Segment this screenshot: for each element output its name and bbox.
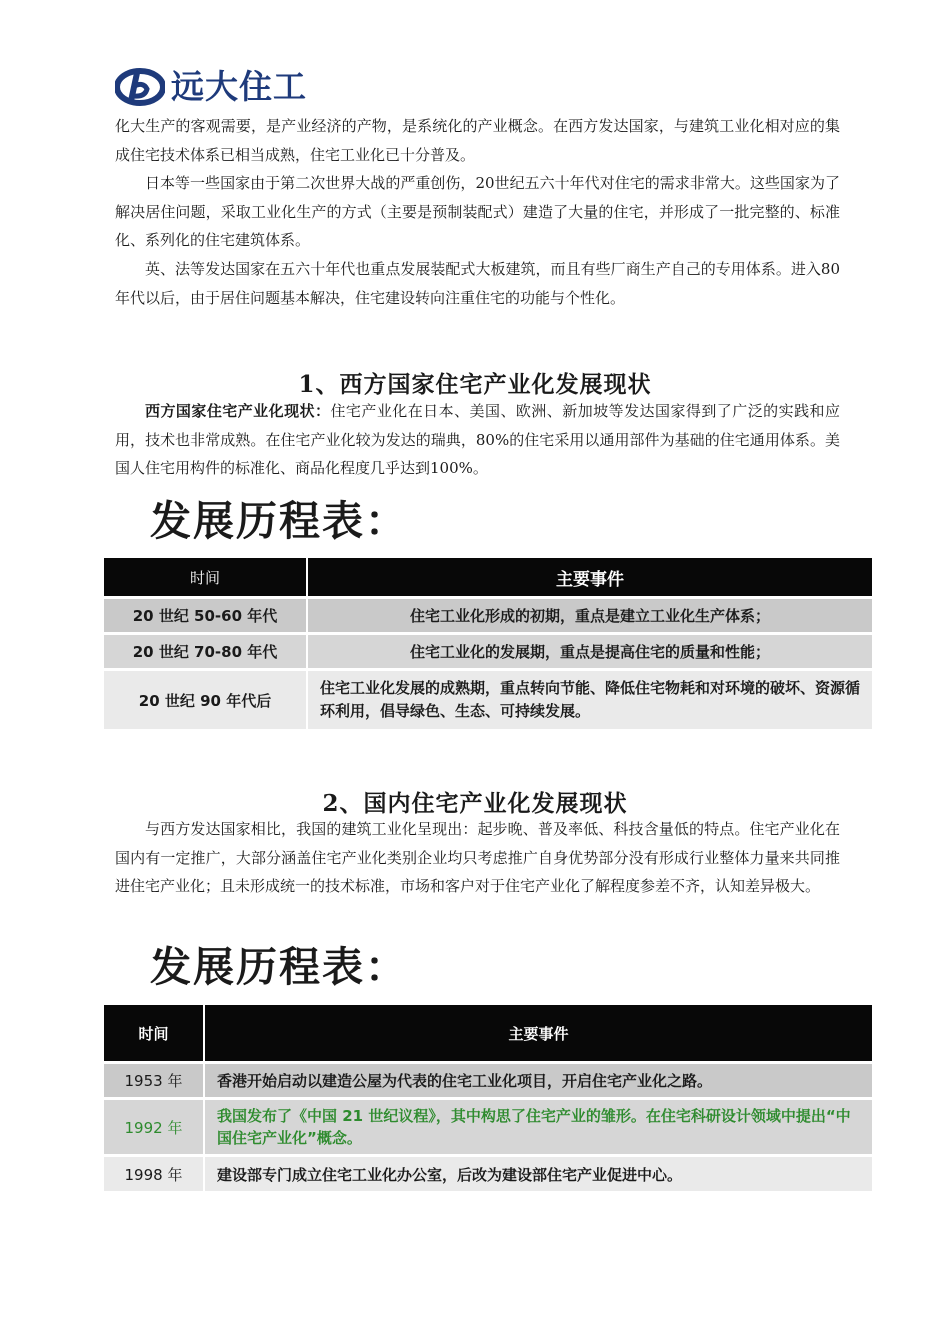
intro-paragraph-2: 日本等一些国家由于第二次世界大战的严重创伤，20世纪五六十年代对住宅的需求非常大。这些国家为了解决居住问题，采取工业化生产的方式（主要是预制装配式）建造了大量的住宅，并形成了一批完整的、标准化、系列化的住宅建筑体系。 xyxy=(115,174,840,250)
logo-text: 远大住工 xyxy=(171,67,307,106)
section1-table-title: 发展历程表： xyxy=(150,497,408,545)
row-time: 20 世纪 50-60 年代 xyxy=(104,596,308,632)
col-header-time: 时间 xyxy=(104,558,308,596)
row-time: 1998 年 xyxy=(104,1154,205,1191)
section1-text: 住宅产业化在日本、美国、欧洲、新加坡等发达国家得到了广泛的实践和应用，技术也非常成熟。在住宅产业化较为发达的瑞典，80%的住宅采用以通用部件为基础的住宅通用体系。美国人住宅用构件的标准化、商品化程度几乎达到100%。 xyxy=(115,402,840,478)
row-event: 住宅工业化形成的初期，重点是建立工业化生产体系； xyxy=(308,596,872,632)
col-header-event: 主要事件 xyxy=(205,1005,872,1061)
row-event: 建设部专门成立住宅工业化办公室，后改为建设部住宅产业促进中心。 xyxy=(205,1154,872,1191)
company-logo xyxy=(115,66,307,108)
section2-table-title: 发展历程表： xyxy=(150,943,408,991)
section1-body xyxy=(115,397,840,483)
table-row xyxy=(104,596,872,632)
row-event: 香港开始启动以建造公屋为代表的住宅工业化项目，开启住宅产业化之路。 xyxy=(205,1061,872,1097)
row-time: 1953 年 xyxy=(104,1061,205,1097)
row-event: 我国发布了《中国 21 世纪议程》，其中构思了住宅产业的雏形。在住宅科研设计领域中提出“中国住宅产业化”概念。 xyxy=(205,1097,872,1154)
intro-paragraph-1: 化大生产的客观需要，是产业经济的产物，是系统化的产业概念。在西方发达国家，与建筑工业化相对应的集成住宅技术体系已相当成熟，住宅工业化已十分普及。 xyxy=(115,117,840,164)
col-header-event: 主要事件 xyxy=(308,558,872,596)
section2-timeline-table xyxy=(104,1005,872,1191)
row-time: 20 世纪 90 年代后 xyxy=(104,668,308,729)
table-row xyxy=(104,668,872,729)
row-event: 住宅工业化的发展期，重点是提高住宅的质量和性能； xyxy=(308,632,872,668)
section1-timeline-table xyxy=(104,558,872,729)
broad-b-logo-icon xyxy=(115,67,165,107)
table-row xyxy=(104,1097,872,1154)
table-row xyxy=(104,1154,872,1191)
row-time: 1992 年 xyxy=(104,1097,205,1154)
table-row xyxy=(104,1061,872,1097)
table-row xyxy=(104,632,872,668)
col-header-time: 时间 xyxy=(104,1005,205,1061)
row-event: 住宅工业化发展的成熟期，重点转向节能、降低住宅物耗和对环境的破坏、资源循环利用，倡导绿色、生态、可持续发展。 xyxy=(308,668,872,729)
section1-lead: 西方国家住宅产业化现状： xyxy=(145,402,331,420)
intro-paragraph-3: 英、法等发达国家在五六十年代也重点发展装配式大板建筑，而且有些厂商生产自己的专用体系。进入80年代以后，由于居住问题基本解决，住宅建设转向注重住宅的功能与个性化。 xyxy=(115,260,840,307)
row-time: 20 世纪 70-80 年代 xyxy=(104,632,308,668)
section2-body: 与西方发达国家相比，我国的建筑工业化呈现出：起步晚、普及率低、科技含量低的特点。住宅产业化在国内有一定推广，大部分涵盖住宅产业化类别企业均只考虑推广自身优势部分没有形成行业整体力量来共同推进住宅产业化；且未形成统一的技术标准，市场和客户对于住宅产业化了解程度参差不齐，认知差异极大。 xyxy=(115,820,840,896)
section2-heading: 2、国内住宅产业化发展现状 xyxy=(322,790,628,817)
section1-heading: 1、西方国家住宅产业化发展现状 xyxy=(298,371,652,398)
